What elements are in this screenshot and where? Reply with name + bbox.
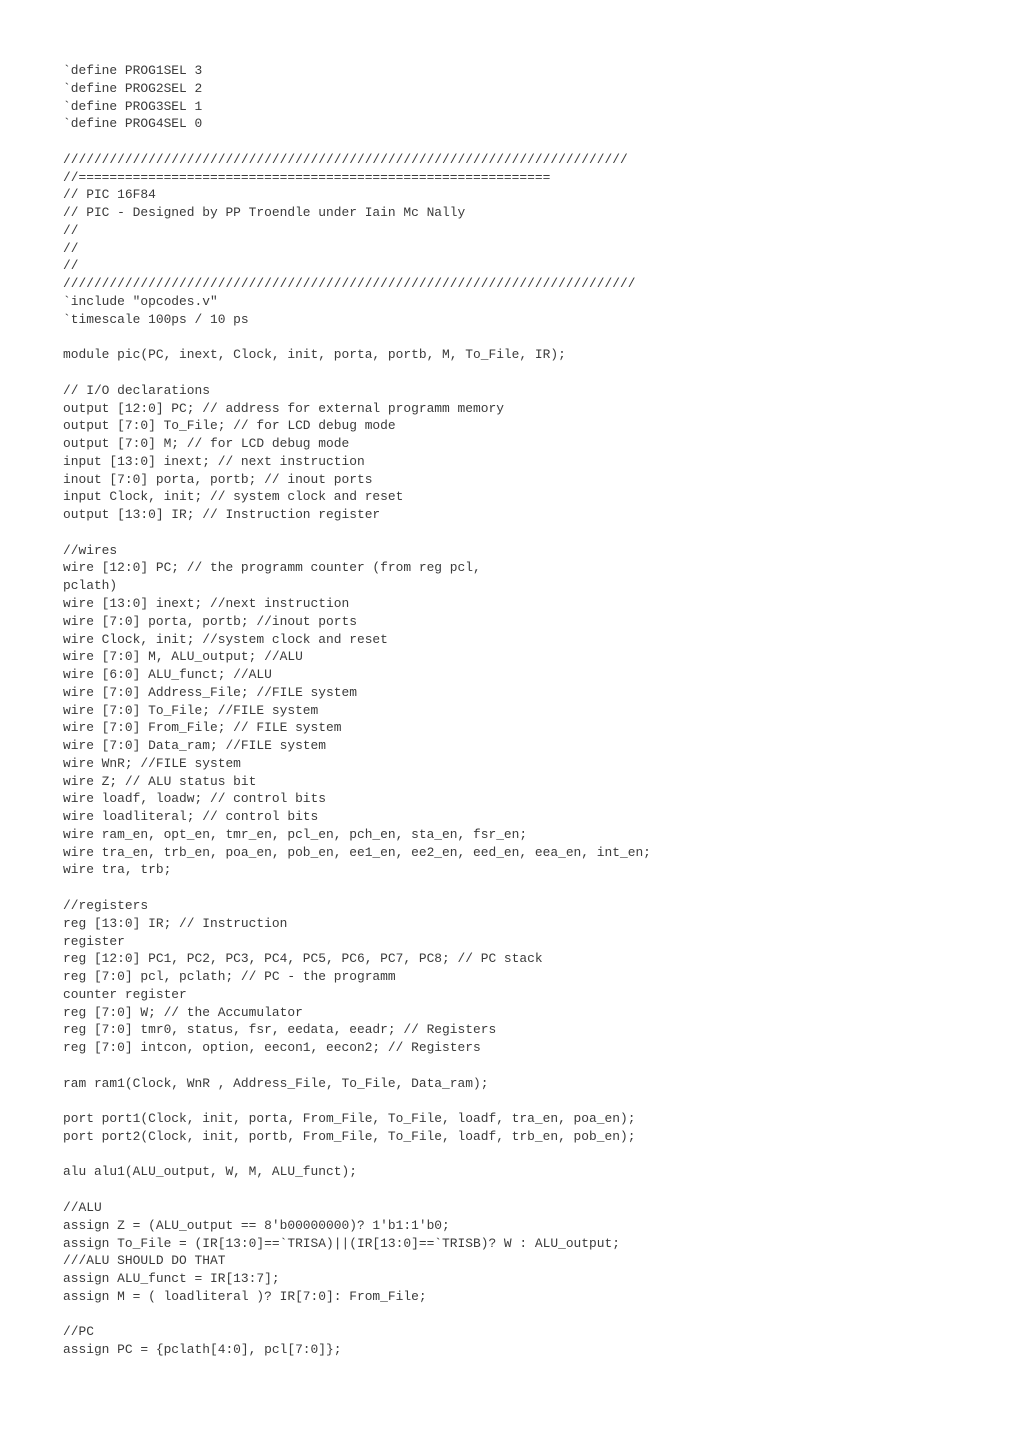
code-line [63, 1306, 651, 1324]
code-line: ////////////////////////////////////////////////////////////////////////// [63, 276, 636, 292]
code-line: wire loadliteral; // control bits [63, 809, 319, 825]
code-line: reg [13:0] IR; // Instruction [63, 915, 288, 931]
code-line: reg [7:0] intcon, option, eecon1, eecon2; // Registers [63, 1040, 481, 1056]
code-line: wire [6:0] ALU_funct; //ALU [63, 667, 272, 683]
code-line: wire WnR; //FILE system [63, 755, 241, 771]
code-line [63, 133, 651, 151]
verilog-source-code [63, 62, 651, 1359]
code-line: output [13:0] IR; // Instruction register [63, 507, 381, 523]
code-line: input [13:0] inext; // next instruction [63, 453, 365, 469]
code-line: wire tra_en, trb_en, poa_en, pob_en, ee1_en, ee2_en, eed_en, eea_en, int_en; [63, 844, 651, 860]
code-line: pclath) [63, 578, 118, 594]
code-line: wire ram_en, opt_en, tmr_en, pcl_en, pch_en, sta_en, fsr_en; [63, 826, 528, 842]
code-line: reg [12:0] PC1, PC2, PC3, PC4, PC5, PC6, PC7, PC8; // PC stack [63, 951, 543, 967]
code-line: module pic(PC, inext, Clock, init, porta, portb, M, To_File, IR); [63, 347, 566, 363]
code-line: output [7:0] To_File; // for LCD debug mode [63, 418, 396, 434]
code-line: ///ALU SHOULD DO THAT [63, 1253, 226, 1269]
code-line: wire [7:0] Address_File; //FILE system [63, 684, 357, 700]
code-line: port port2(Clock, init, portb, From_File, To_File, loadf, trb_en, pob_en); [63, 1128, 636, 1144]
code-line: // PIC 16F84 [63, 187, 156, 203]
code-line: wire Clock, init; //system clock and reset [63, 631, 388, 647]
code-line [63, 364, 651, 382]
code-line: //wires [63, 542, 118, 558]
code-line: ram ram1(Clock, WnR , Address_File, To_File, Data_ram); [63, 1075, 489, 1091]
code-line: wire [13:0] inext; //next instruction [63, 595, 350, 611]
code-line [63, 524, 651, 542]
code-line: //============================================================= [63, 169, 551, 185]
code-line: assign To_File = (IR[13:0]==`TRISA)||(IR[13:0]==`TRISB)? W : ALU_output; [63, 1235, 620, 1251]
code-line: //PC [63, 1324, 94, 1340]
code-line: `define PROG4SEL 0 [63, 116, 203, 132]
code-line: assign PC = {pclath[4:0], pcl[7:0]}; [63, 1342, 342, 1358]
code-line: reg [7:0] pcl, pclath; // PC - the programm [63, 969, 396, 985]
code-line [63, 328, 651, 346]
code-line: wire [7:0] To_File; //FILE system [63, 702, 319, 718]
code-line: output [12:0] PC; // address for external programm memory [63, 400, 504, 416]
code-line: wire tra, trb; [63, 862, 172, 878]
code-line: wire Z; // ALU status bit [63, 773, 257, 789]
code-line: inout [7:0] porta, portb; // inout ports [63, 471, 373, 487]
code-line: `define PROG3SEL 1 [63, 98, 203, 114]
code-line: assign ALU_funct = IR[13:7]; [63, 1271, 280, 1287]
code-line: assign Z = (ALU_output == 8'b00000000)? 1'b1:1'b0; [63, 1217, 450, 1233]
code-line [63, 1181, 651, 1199]
code-line: assign M = ( loadliteral )? IR[7:0]: From_File; [63, 1288, 427, 1304]
code-line: //registers [63, 897, 149, 913]
code-line: // PIC - Designed by PP Troendle under Iain Mc Nally [63, 205, 466, 221]
code-line: output [7:0] M; // for LCD debug mode [63, 436, 350, 452]
code-line: `timescale 100ps / 10 ps [63, 311, 249, 327]
code-line: // [63, 222, 79, 238]
code-line [63, 1092, 651, 1110]
code-line: reg [7:0] W; // the Accumulator [63, 1004, 303, 1020]
code-line [63, 1057, 651, 1075]
code-line: `define PROG1SEL 3 [63, 63, 203, 78]
code-line: input Clock, init; // system clock and reset [63, 489, 404, 505]
code-line: `include "opcodes.v" [63, 293, 218, 309]
code-line: register [63, 933, 125, 949]
code-line: counter register [63, 986, 187, 1002]
code-line: wire [12:0] PC; // the programm counter (from reg pcl, [63, 560, 481, 576]
code-line: // [63, 240, 79, 256]
code-line: wire [7:0] Data_ram; //FILE system [63, 738, 327, 754]
code-line [63, 1146, 651, 1164]
code-line: wire [7:0] From_File; // FILE system [63, 720, 342, 736]
code-line [63, 879, 651, 897]
code-line: port port1(Clock, init, porta, From_File, To_File, loadf, tra_en, poa_en); [63, 1111, 636, 1127]
code-line: `define PROG2SEL 2 [63, 80, 203, 96]
code-line: // I/O declarations [63, 382, 210, 398]
code-line: alu alu1(ALU_output, W, M, ALU_funct); [63, 1164, 357, 1180]
code-line: wire loadf, loadw; // control bits [63, 791, 327, 807]
code-line: reg [7:0] tmr0, status, fsr, eedata, eeadr; // Registers [63, 1022, 497, 1038]
code-line: wire [7:0] porta, portb; //inout ports [63, 613, 357, 629]
code-line: ///////////////////////////////////////////////////////////////////////// [63, 151, 628, 167]
code-line: //ALU [63, 1200, 102, 1215]
code-line: // [63, 258, 79, 274]
code-line: wire [7:0] M, ALU_output; //ALU [63, 649, 303, 665]
